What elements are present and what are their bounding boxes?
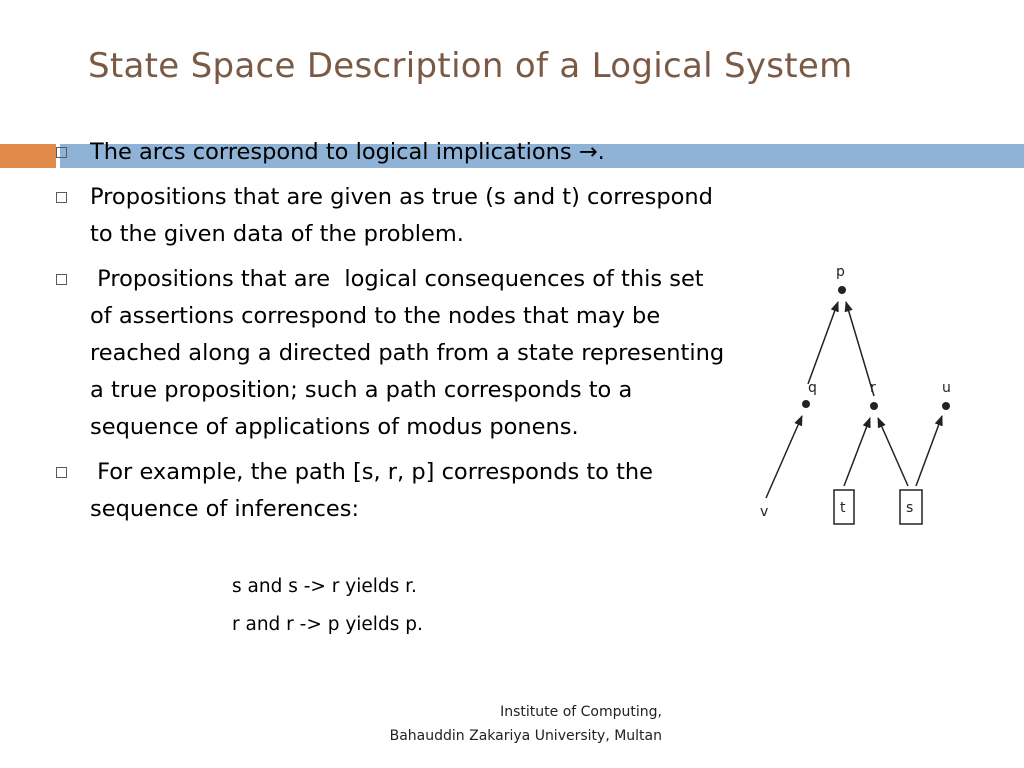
node-r-dot bbox=[870, 402, 878, 410]
bullet-text: The arcs correspond to logical implications →. bbox=[90, 139, 605, 165]
edge-t-r bbox=[844, 418, 870, 486]
footer-line-2: Bahauddin Zakariya University, Multan bbox=[389, 728, 662, 744]
bullet-item bbox=[52, 454, 732, 528]
square-bullet-icon bbox=[56, 467, 67, 478]
inference-line: s and s -> r yields r. bbox=[232, 576, 417, 597]
edge-v-q bbox=[766, 416, 802, 498]
bullet-text: Propositions that are logical consequences of this set of assertions correspond to the nodes that may be reached along a directed path from a state representing a true proposition; such a path corresponds to a sequence of applications of modus ponens. bbox=[90, 266, 732, 440]
accent-bar-orange bbox=[0, 144, 56, 168]
slide-title: State Space Description of a Logical System bbox=[88, 46, 853, 86]
node-u-dot bbox=[942, 402, 950, 410]
node-v-label: v bbox=[760, 504, 769, 520]
bullet-text: For example, the path [s, r, p] corresponds to the sequence of inferences: bbox=[90, 459, 661, 522]
square-bullet-icon bbox=[56, 147, 67, 158]
square-bullet-icon bbox=[56, 274, 67, 285]
edge-q-p bbox=[808, 302, 838, 384]
bullet-list bbox=[52, 134, 732, 536]
square-bullet-icon bbox=[56, 192, 67, 203]
node-p-dot bbox=[838, 286, 846, 294]
bullet-item bbox=[52, 261, 732, 446]
footer-line-1: Institute of Computing, bbox=[500, 704, 662, 720]
node-q-label: q bbox=[808, 380, 817, 396]
bullet-item bbox=[52, 179, 732, 253]
node-r-label: r bbox=[870, 380, 876, 396]
bullet-item bbox=[52, 134, 732, 171]
node-t-label: t bbox=[840, 500, 846, 516]
node-u-label: u bbox=[942, 380, 951, 396]
node-q-dot bbox=[802, 400, 810, 408]
edge-s-u bbox=[916, 416, 942, 486]
node-p-label: p bbox=[836, 264, 845, 280]
slide-footer bbox=[390, 700, 662, 748]
bullet-text: Propositions that are given as true (s and t) correspond to the given data of the problem. bbox=[90, 184, 713, 247]
state-space-graph bbox=[750, 258, 970, 538]
inference-line: r and r -> p yields p. bbox=[232, 614, 423, 635]
node-s-label: s bbox=[906, 500, 914, 516]
edge-s-r bbox=[878, 418, 908, 486]
